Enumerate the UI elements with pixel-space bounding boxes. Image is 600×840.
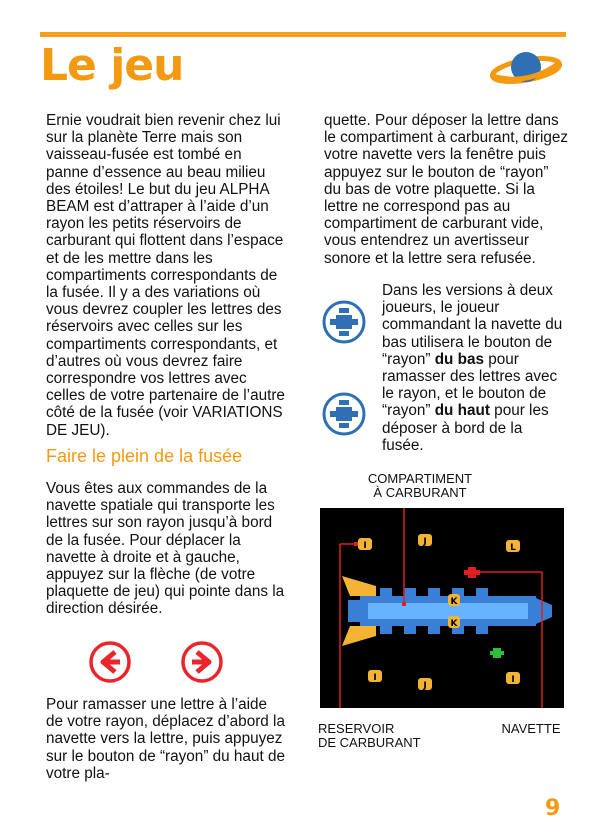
svg-text:L: L [510, 543, 516, 553]
fuel-tank [368, 670, 382, 683]
label-fuel-compartment: COMPARTIMENT À CARBURANT [367, 471, 473, 500]
intro-text-column-2: quette. Pour déposer la lettre dans le compartiment à carburant, dirigez votre navette vers la fenêtre puis appuyez sur le bouton de “rayon” du bas de votre plaquette. Si la lettre ne correspond pas au compartiment de carburant vide, vous entendrez un avertisseur sonore et la lettre sera refusée. [324, 112, 569, 267]
page-number: 9 [545, 796, 561, 821]
section-heading: Faire le plein de la fusée [46, 446, 243, 466]
planet-icon [490, 46, 562, 88]
fuel-tank [418, 534, 432, 547]
svg-text:K: K [450, 619, 458, 629]
right-arrow-icon [180, 640, 224, 684]
label-shuttle: NAVETTE [501, 721, 561, 736]
label-fuel-tank: RESERVOIR DE CARBURANT [318, 721, 421, 750]
top-rule [40, 32, 566, 37]
bottom-button-label: du bas [434, 350, 484, 368]
top-button-label: du haut [434, 402, 490, 420]
page-title: Le jeu [40, 40, 184, 91]
game-screen-diagram [320, 508, 564, 708]
section-paragraph-1: Vous êtes aux commandes de la navette spatiale qui transporte les lettres sur son rayon jusqu’à bord de la fusée. Pour déplacer la navette à droite et à gauche, appuyez sur la flèche (de votre plaquette de jeu) qui pointe dans la direction désirée. [46, 480, 285, 618]
intro-text-column-1: Ernie voudrait bien revenir chez lui sur la planète Terre mais son vaisseau-fusée est tombé en panne d’essence au beau milieu des étoiles! Le but du jeu ALPHA BEAM est d’attraper à l’aide d’un rayon les petits réservoirs de carburant qui flottent dans l’espace et de les mettre dans les compartiments correspondants de la fusée. Il y a des variations où vous devrez coupler les lettres des réservoirs avec celles sur les compartiments correspondants, et d’autres où vous devrez faire correspondre vos lettres avec celles de votre partenaire de l’autre côté de la fusée (voir VARIATIONS DE JEU). [46, 112, 285, 439]
fuel-tank [418, 678, 432, 691]
section-paragraph-2: Pour ramasser une lettre à l’aide de votre rayon, déplacez d’abord la navette vers la lettre, puis appuyez sur le bouton de “rayon” du haut de votre pla- [46, 696, 285, 782]
two-player-text: Dans les versions à deux joueurs, le joueur commandant la navette du bas utilisera le bouton de “rayon” du bas pour ramasser des lettres avec le rayon, et le bouton de “rayon” du haut pour les déposer à bord de la fusée. [382, 282, 563, 454]
svg-text:J: J [423, 537, 427, 547]
fuel-tank [506, 540, 520, 553]
shuttle-control-icon [322, 300, 366, 344]
left-arrow-icon [88, 640, 132, 684]
fuel-tank [358, 538, 372, 551]
svg-text:I: I [511, 675, 515, 685]
shuttle-control-icon [322, 392, 366, 436]
rocket-letter [448, 616, 460, 629]
svg-text:I: I [373, 673, 377, 683]
fuel-tank [506, 672, 520, 685]
svg-text:K: K [450, 597, 458, 607]
svg-text:I: I [363, 541, 367, 551]
svg-text:J: J [423, 681, 427, 691]
rocket-letter [448, 594, 460, 607]
